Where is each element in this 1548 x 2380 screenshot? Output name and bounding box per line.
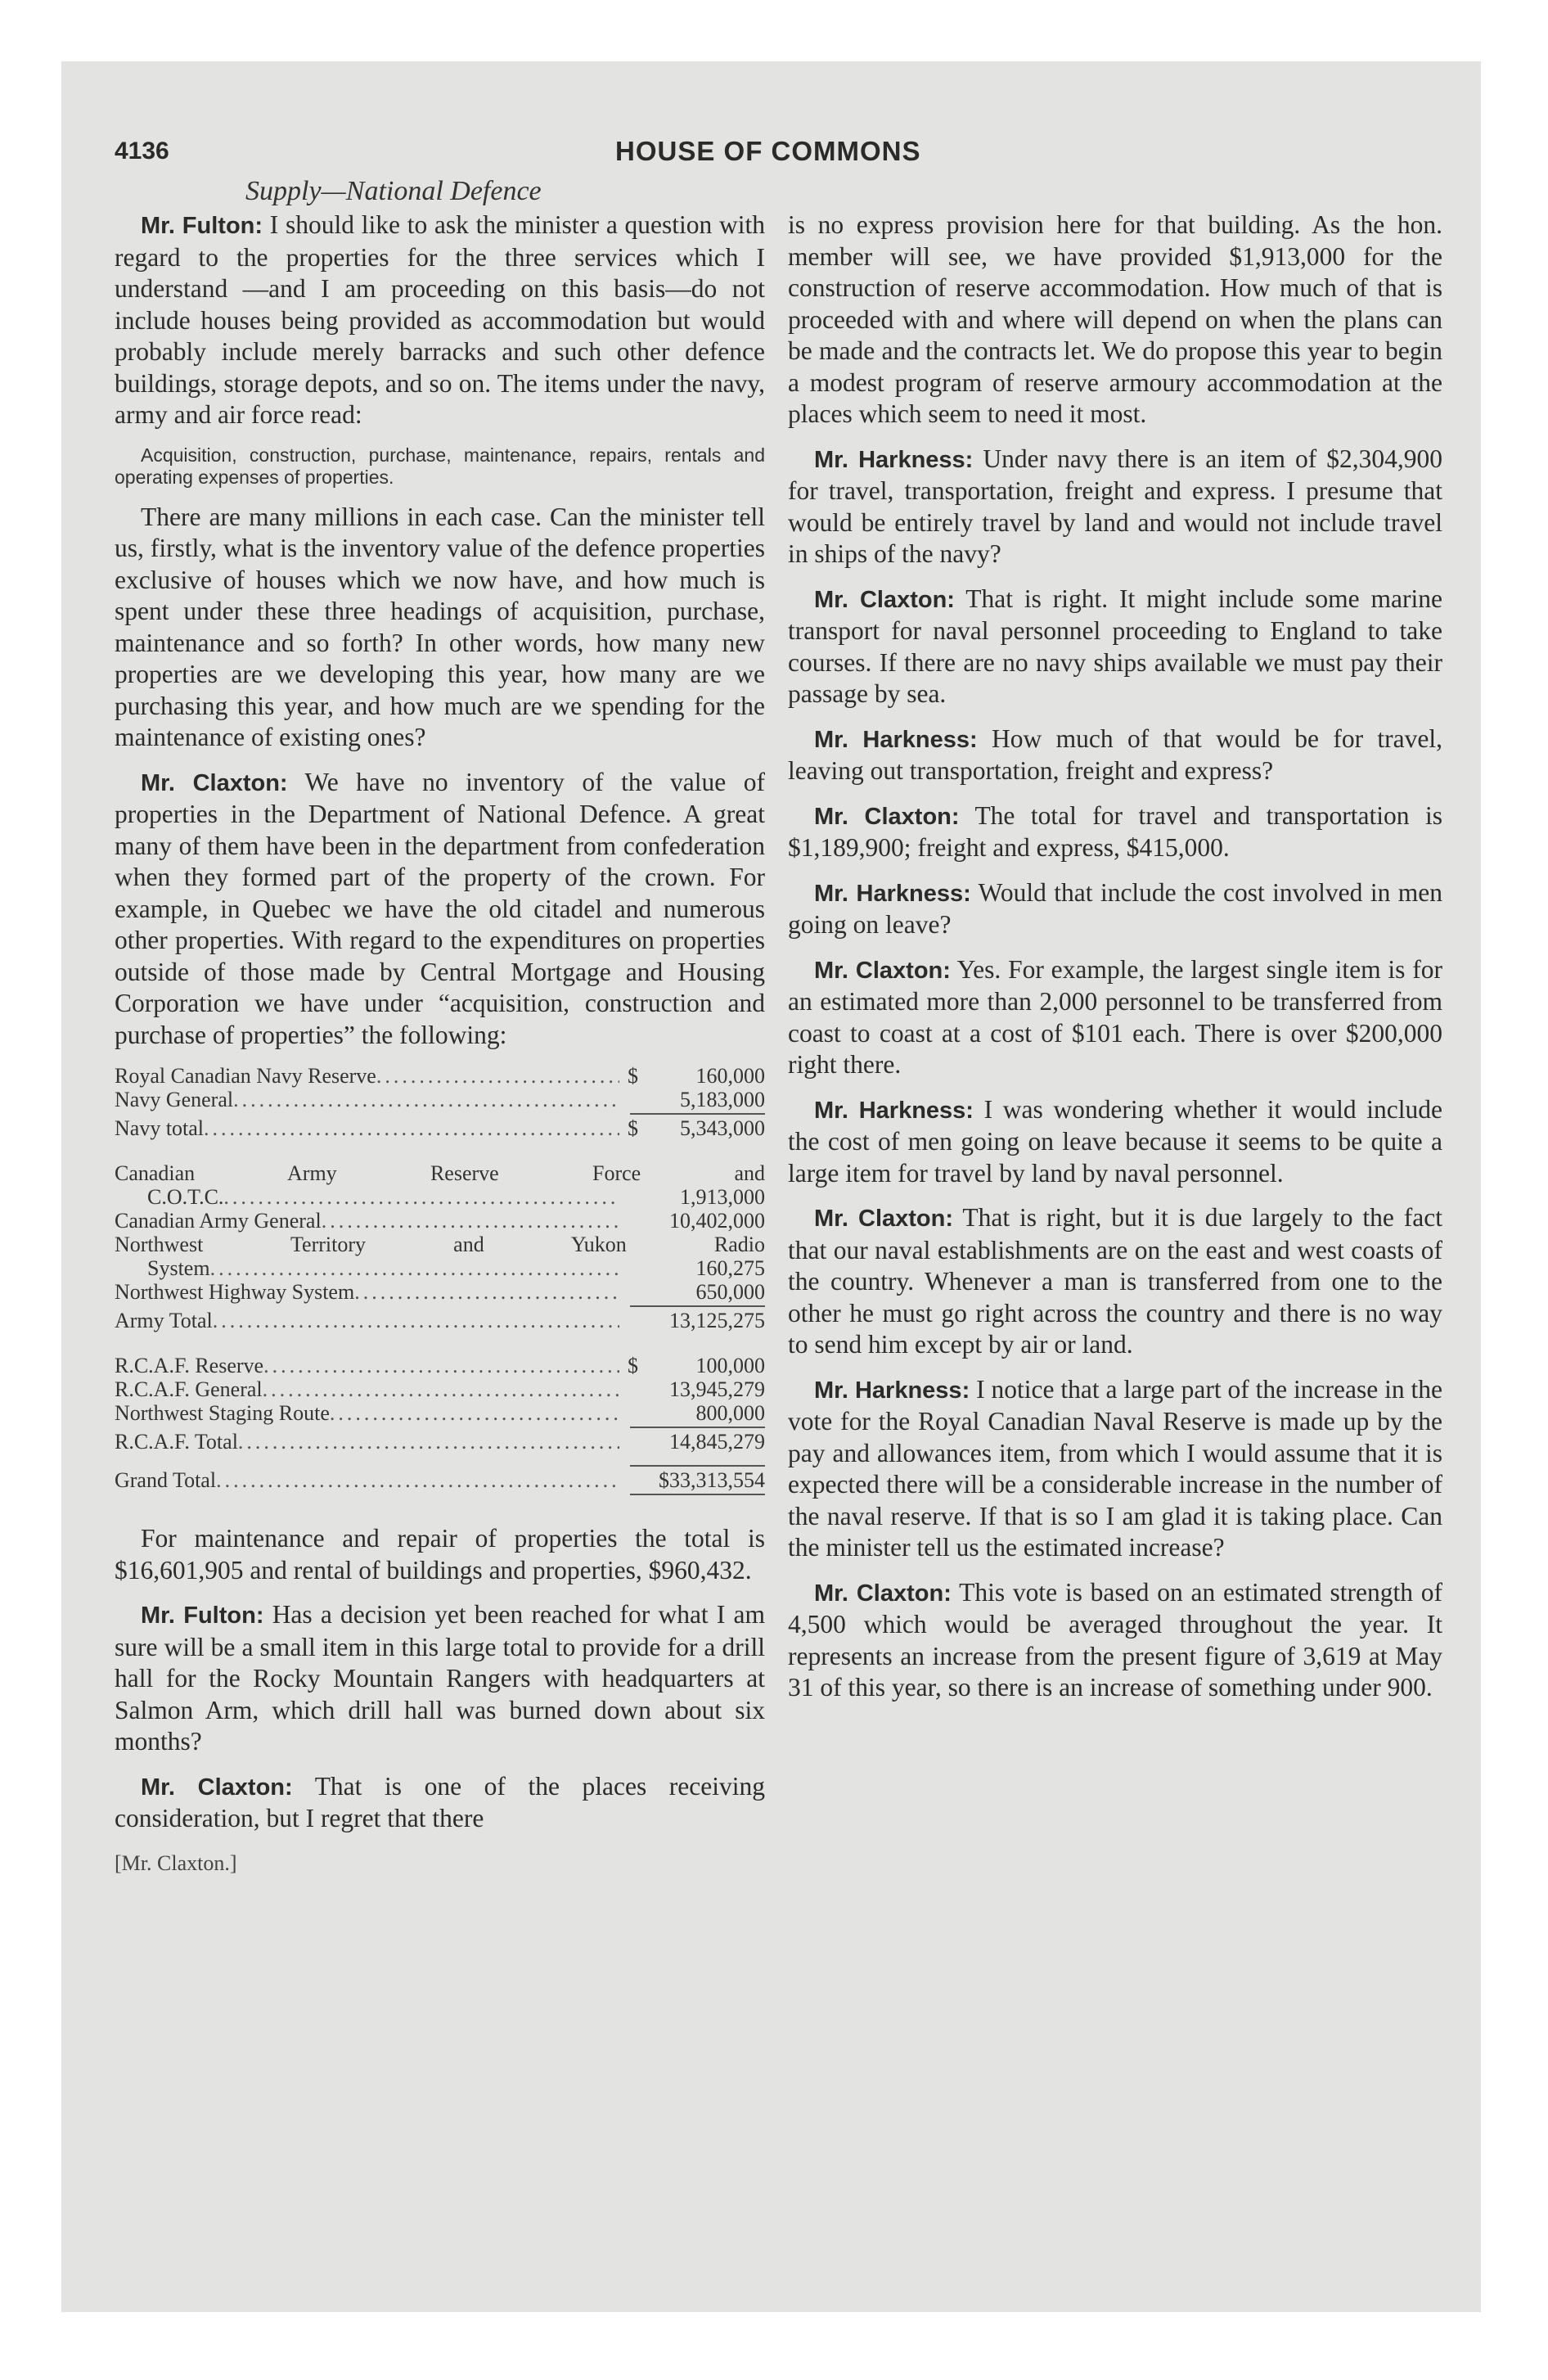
- paragraph: [115, 1771, 765, 1835]
- row-amount: 13,945,279: [669, 1377, 765, 1401]
- paragraph: [788, 954, 1442, 1081]
- running-head: HOUSE OF COMMONS: [615, 136, 921, 166]
- row-label: R.C.A.F. Reserve: [115, 1354, 264, 1377]
- paragraph: [115, 1599, 765, 1758]
- leader-dots: [376, 1064, 619, 1088]
- leader-dots: [322, 1209, 619, 1233]
- page-number: 4136: [115, 137, 169, 165]
- quoted-item: Acquisition, construction, purchase, maintenance, repairs, rentals and operating expenses of properties.: [115, 444, 765, 488]
- speaker-name: Mr. Claxton:: [814, 586, 955, 613]
- table-row: [115, 1401, 765, 1425]
- row-label: Navy total: [115, 1116, 205, 1140]
- row-amount: 10,402,000: [669, 1209, 765, 1233]
- speaker-name: Mr. Fulton:: [141, 1602, 264, 1629]
- row-amount: 100,000: [695, 1354, 765, 1377]
- table-row: [115, 1088, 765, 1111]
- table-row: [115, 1430, 765, 1454]
- army-group: [115, 1161, 765, 1332]
- leader-dots: [210, 1256, 619, 1280]
- paragraph-text: I was wondering whether it would include the cost of men going on leave because it seems to be quite a large item for travel by land by naval personnel.: [788, 1094, 1443, 1188]
- row-amount: 160,000: [695, 1064, 765, 1088]
- row-amount: 13,125,275: [669, 1309, 765, 1332]
- paragraph-text: For maintenance and repair of properties the total is $16,601,905 and rental of buildings and properties, $960,432.: [115, 1524, 765, 1584]
- speaker-name: Mr. Claxton:: [814, 1580, 952, 1607]
- right-column: [788, 210, 1442, 2223]
- row-label: Northwest Territory and Yukon Radio: [115, 1233, 765, 1256]
- paragraph-text: Under navy there is an item of $2,304,900 for travel, transportation, freight and express. I presume that would be entirely travel by land and would not include travel in ships of the navy?: [788, 444, 1443, 568]
- row-label: R.C.A.F. General: [115, 1377, 263, 1401]
- leader-dots: [238, 1430, 619, 1454]
- row-label: Navy General: [115, 1088, 234, 1111]
- row-amount: $33,313,554: [659, 1468, 765, 1492]
- speaker-name: Mr. Harkness:: [814, 1377, 970, 1404]
- paragraph: [115, 767, 765, 1052]
- air-group: [115, 1354, 765, 1454]
- paragraph: [788, 1577, 1442, 1704]
- row-label: Army Total: [115, 1309, 213, 1332]
- leader-dots: [354, 1280, 619, 1304]
- table-row: [115, 1209, 765, 1233]
- currency-sign: $: [628, 1064, 638, 1088]
- row-label: Grand Total: [115, 1468, 217, 1492]
- paragraph-text: How much of that would be for travel, leaving out transportation, freight and express?: [788, 723, 1443, 785]
- paragraph-text: is no express provision here for that building. As the hon. member will see, we have provided $1,913,000 for the construction of reserve accommodation. How much of that is proceeded with and where will depend on when the plans can be made and the contracts let. We do propose this year to begin a modest program of reserve armoury accommodation at the places which seem to need it most.: [788, 210, 1442, 428]
- speaker-name: Mr. Claxton:: [814, 957, 951, 984]
- expenditure-table: [115, 1064, 765, 1495]
- table-row: [115, 1064, 765, 1088]
- leader-dots: [233, 1088, 619, 1111]
- speaker-name: Mr. Claxton:: [141, 769, 288, 796]
- speaker-name: Mr. Claxton:: [814, 1206, 954, 1232]
- speaker-name: Mr. Claxton:: [141, 1774, 293, 1801]
- paragraph-text: Would that include the cost involved in men going on leave?: [788, 877, 1443, 939]
- row-amount: 650,000: [695, 1280, 765, 1304]
- paragraph-text: I notice that a large part of the increase in the vote for the Royal Canadian Naval Reserve is made up by the pay and allowances item, from which I would assume that it is expected there will be a considerable increase in the number of the naval reserve. If that is so I am glad it is taking place. Can the minister tell us the estimated increase?: [788, 1374, 1443, 1562]
- paragraph-text: There are many millions in each case. Can the minister tell us, firstly, what is the inventory value of the defence properties exclusive of houses which we now have, and how much is spent under these three headings of acquisition, purchase, maintenance and so forth? In other words, how many new properties are we developing this year, how many are we purchasing this year, and how much are we spending for the maintenance of existing ones?: [115, 502, 765, 751]
- row-label: System: [147, 1256, 210, 1280]
- row-amount: 160,275: [695, 1256, 765, 1280]
- section-heading: Supply—National Defence: [245, 176, 542, 206]
- paragraph: [788, 1202, 1442, 1361]
- paragraph: [788, 723, 1442, 787]
- row-amount: 14,845,279: [669, 1430, 765, 1454]
- paragraph: [788, 210, 1442, 430]
- paragraph: [788, 1374, 1442, 1564]
- leader-dots: [223, 1185, 619, 1209]
- speaker-name: Mr. Harkness:: [814, 726, 978, 753]
- paragraph: [788, 584, 1442, 710]
- navy-group: [115, 1064, 765, 1140]
- speaker-name: Mr. Harkness:: [814, 880, 971, 907]
- row-label: Northwest Highway System: [115, 1280, 355, 1304]
- paragraph-text: Yes. For example, the largest single item is for an estimated more than 2,000 personnel to be transferred from coast to coast at a cost of $101 each. There is over $200,000 right there.: [788, 954, 1442, 1079]
- row-amount: 1,913,000: [680, 1185, 765, 1209]
- leader-dots: [216, 1468, 619, 1492]
- paragraph-text: The total for travel and transportation is $1,189,900; freight and express, $415,000.: [788, 800, 1442, 862]
- paragraph-text: That is one of the places receiving consideration, but I regret that there: [115, 1771, 765, 1832]
- row-label: Northwest Staging Route: [115, 1401, 330, 1425]
- sum-rule: [630, 1305, 765, 1307]
- row-label: C.O.T.C.: [147, 1185, 224, 1209]
- speaker-name: Mr. Fulton:: [141, 213, 263, 239]
- table-row: [115, 1280, 765, 1304]
- row-label: Canadian Army General: [115, 1209, 322, 1233]
- sum-rule: [630, 1494, 765, 1495]
- paragraph: [788, 800, 1442, 864]
- leader-dots: [204, 1116, 619, 1140]
- leader-dots: [263, 1377, 619, 1401]
- paragraph: [788, 444, 1442, 570]
- sum-rule: [630, 1113, 765, 1115]
- paragraph-text: This vote is based on an estimated strength of 4,500 which would be averaged throughout the year. It represents an increase from the present figure of 3,619 at May 31 of this year, so there is an increase of something under 900.: [788, 1577, 1442, 1702]
- table-row: [115, 1185, 765, 1209]
- currency-sign: $: [628, 1354, 638, 1377]
- speaker-name: Mr. Harkness:: [814, 446, 974, 473]
- paragraph-text: That is right. It might include some marine transport for naval personnel proceeding to England to take courses. If there are no navy ships available we must pay their passage by sea.: [788, 584, 1442, 708]
- paragraph: [788, 1094, 1442, 1190]
- leader-dots: [330, 1401, 619, 1425]
- table-row: [115, 1354, 765, 1377]
- leader-dots: [213, 1309, 619, 1332]
- currency-sign: $: [628, 1116, 638, 1140]
- paragraph-text: That is right, but it is due largely to the fact that our naval establishments are on the east and west coasts of the country. Whenever a man is transferred from one to the other he must go right across the country and there is no way to send him except by air or land.: [788, 1203, 1442, 1359]
- sum-rule: [630, 1465, 765, 1467]
- paragraph: [115, 1523, 765, 1586]
- grand-total-row: [115, 1468, 765, 1492]
- paragraph: [115, 210, 765, 431]
- table-row: [115, 1116, 765, 1140]
- sum-rule: [630, 1427, 765, 1428]
- row-amount: 5,183,000: [680, 1088, 765, 1111]
- left-column: [115, 210, 765, 2223]
- row-amount: 800,000: [695, 1401, 765, 1425]
- row-amount: 5,343,000: [680, 1116, 765, 1140]
- row-label: Royal Canadian Navy Reserve: [115, 1064, 376, 1088]
- speaker-name: Mr. Harkness:: [814, 1097, 974, 1124]
- paragraph-text: We have no inventory of the value of properties in the Department of National Defence. A great many of them have been in the department from confederation when they formed part of the property of the crown. For example, in Quebec we have the old citadel and numerous other properties. With regard to the expenditures on properties outside of those made by Central Mortgage and Housing Corporation we have under “acquisition, construction and purchase of properties” the following:: [115, 767, 765, 1049]
- speaker-footer: [Mr. Claxton.]: [115, 1850, 237, 1875]
- paragraph-text: Has a decision yet been reached for what I am sure will be a small item in this large total to provide for a drill hall for the Rocky Mountain Rangers with headquarters at Salmon Arm, which drill hall was burned down about six months?: [115, 1600, 766, 1756]
- table-row: [115, 1377, 765, 1401]
- paragraph-text: I should like to ask the minister a question with regard to the properties for the three services which I understand —and I am proceeding on this basis—do not include houses being provided as accommodation but would probably include merely barracks and such other defence buildings, storage depots, and so on. The items under the navy, army and air force read:: [115, 210, 766, 429]
- row-label: R.C.A.F. Total: [115, 1430, 238, 1454]
- table-row: [115, 1309, 765, 1332]
- table-row: [115, 1256, 765, 1280]
- row-label: Canadian Army Reserve Force and: [115, 1161, 765, 1185]
- paragraph: [115, 502, 765, 754]
- speaker-name: Mr. Claxton:: [814, 803, 960, 830]
- leader-dots: [263, 1354, 619, 1377]
- paragraph: [788, 877, 1442, 941]
